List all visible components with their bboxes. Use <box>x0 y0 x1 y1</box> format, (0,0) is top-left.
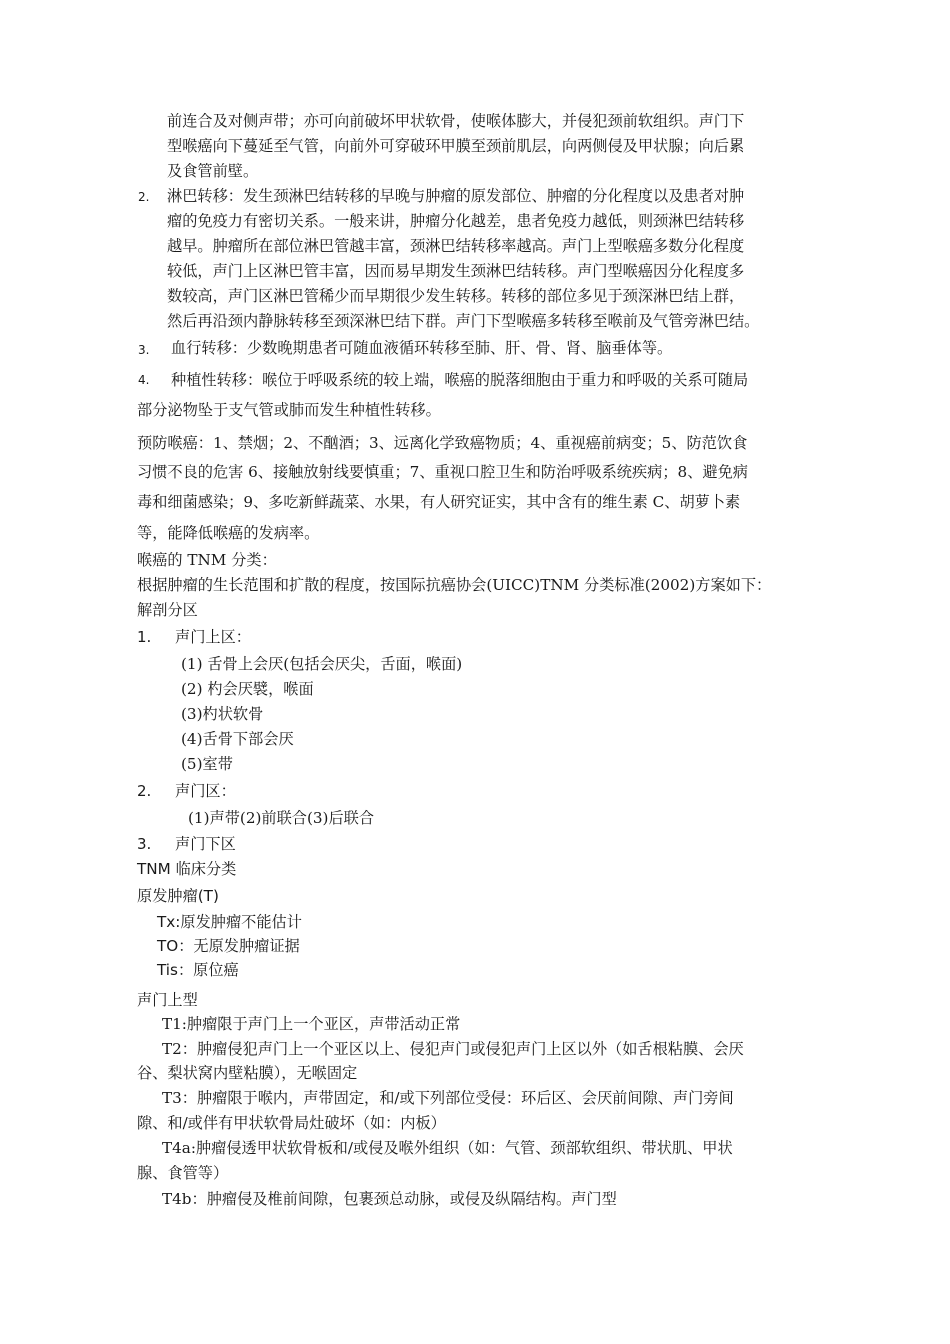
text-line: 等，能降低喉癌的发病率。 <box>137 524 320 542</box>
text-line: 谷、梨状窝内壁粘膜），无喉固定 <box>137 1064 358 1082</box>
text-line: 声门区： <box>175 782 236 800</box>
text-line: 部分泌物坠于支气管或肺而发生种植性转移。 <box>137 401 441 419</box>
text-line: 声门下区 <box>175 835 236 853</box>
text-line: (4)舌骨下部会厌 <box>181 730 294 748</box>
text-line: 预防喉癌：1、禁烟；2、不酗酒；3、远离化学致癌物质；4、重视癌前病变；5、防范饮食 <box>137 434 748 452</box>
text-line: 型喉癌向下蔓延至气管，向前外可穿破环甲膜至颈前肌层，向两侧侵及甲状腺；向后累 <box>167 137 745 155</box>
text-line: 然后再沿颈内静脉转移至颈深淋巴结下群。声门下型喉癌多转移至喉前及气管旁淋巴结。 <box>167 312 760 330</box>
text-line: 较低，声门上区淋巴管丰富，因而易早期发生颈淋巴结转移。声门型喉癌因分化程度多 <box>167 262 745 280</box>
text-line: T4b：肿瘤侵及椎前间隙，包裹颈总动脉，或侵及纵隔结构。声门型 <box>162 1190 617 1208</box>
text-line: (2) 杓会厌襞，喉面 <box>181 680 314 698</box>
text-line: (3)杓状软骨 <box>181 705 264 723</box>
list-number: 3. <box>138 343 150 357</box>
text-line: (5)室带 <box>181 755 233 773</box>
section-heading: 解剖分区 <box>137 601 198 619</box>
text-line: 前连合及对侧声带；亦可向前破坏甲状软骨，使喉体膨大，并侵犯颈前软组织。声门下 <box>167 112 745 130</box>
section-heading: 声门上型 <box>137 991 198 1009</box>
text-line: T3：肿瘤限于喉内，声带固定，和/或下列部位受侵：环后区、会厌前间隙、声门旁间 <box>162 1089 734 1107</box>
text-line: 喉癌的 TNM 分类： <box>137 551 277 569</box>
text-line: 毒和细菌感染；9、多吃新鲜蔬菜、水果，有人研究证实，其中含有的维生素 C、胡萝卜素 <box>137 493 741 511</box>
text-line: TO：无原发肿瘤证据 <box>157 937 300 955</box>
section-heading: 原发肿瘤(T) <box>137 887 219 905</box>
text-line: (1) 舌骨上会厌(包括会厌尖，舌面，喉面) <box>181 655 463 673</box>
text-line: (1)声带(2)前联合(3)后联合 <box>188 809 375 827</box>
list-number: 2. <box>137 782 152 800</box>
section-heading: TNM 临床分类 <box>137 860 237 878</box>
text-line: T2：肿瘤侵犯声门上一个亚区以上、侵犯声门或侵犯声门上区以外（如舌根粘膜、会厌 <box>162 1040 744 1058</box>
list-number: 3. <box>137 835 152 853</box>
text-line: Tx:原发肿瘤不能估计 <box>157 913 302 931</box>
text-line: 越早。肿瘤所在部位淋巴管越丰富，颈淋巴结转移率越高。声门上型喉癌多数分化程度 <box>167 237 745 255</box>
text-line: 血行转移：少数晚期患者可随血液循环转移至肺、肝、骨、肾、脑垂体等。 <box>171 339 673 357</box>
list-number: 2. <box>138 190 150 204</box>
text-line: 种植性转移：喉位于呼吸系统的较上端，喉癌的脱落细胞由于重力和呼吸的关系可随局 <box>171 371 749 389</box>
text-line: 声门上区： <box>175 628 251 646</box>
text-line: 腺、食管等） <box>137 1164 229 1182</box>
text-line: 根据肿瘤的生长范围和扩散的程度，按国际抗癌协会(UICC)TNM 分类标准(2002)方案如下： <box>137 576 772 594</box>
text-line: T1:肿瘤限于声门上一个亚区，声带活动正常 <box>162 1015 461 1033</box>
text-line: 瘤的免疫力有密切关系。一般来讲，肿瘤分化越差，患者免疫力越低，则颈淋巴结转移 <box>167 212 745 230</box>
list-number: 1. <box>137 628 152 646</box>
text-line: 及食管前壁。 <box>167 162 259 180</box>
list-number: 4. <box>138 373 150 387</box>
text-line: 隙、和/或伴有甲状软骨局灶破坏（如：内板） <box>137 1114 446 1132</box>
text-line: 数较高，声门区淋巴管稀少而早期很少发生转移。转移的部位多见于颈深淋巴结上群， <box>167 287 745 305</box>
text-line: Tis：原位癌 <box>157 961 239 979</box>
text-line: T4a:肿瘤侵透甲状软骨板和/或侵及喉外组织（如：气管、颈部软组织、带状肌、甲状 <box>162 1139 733 1157</box>
text-line: 淋巴转移：发生颈淋巴结转移的早晚与肿瘤的原发部位、肿瘤的分化程度以及患者对肿 <box>167 187 745 205</box>
text-line: 习惯不良的危害 6、接触放射线要慎重；7、重视口腔卫生和防治呼吸系统疾病；8、避免病 <box>137 463 748 481</box>
